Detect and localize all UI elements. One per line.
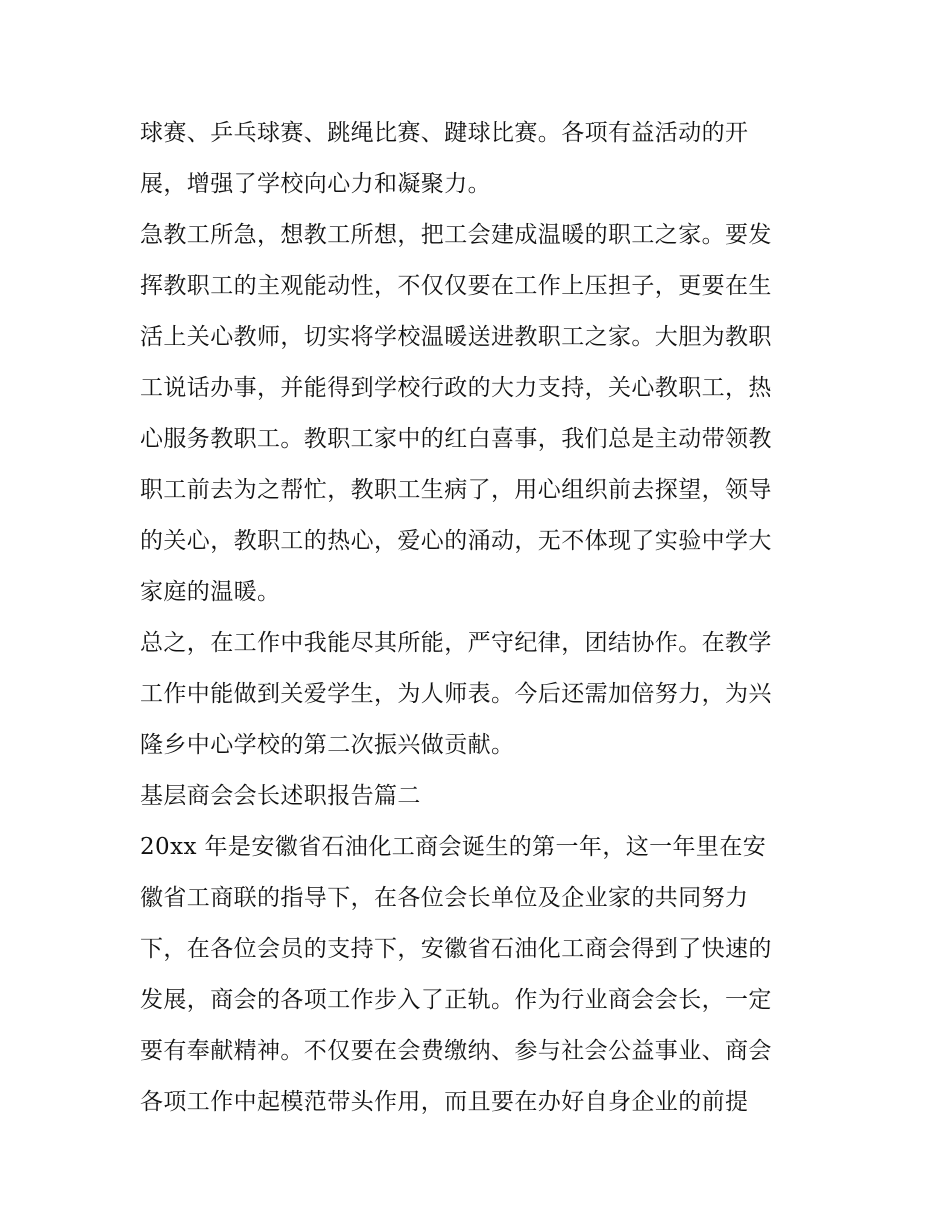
text-line: 展，增强了学校向心力和凝聚力。 — [140, 171, 491, 197]
text-line: 急教工所急，想教工所想，把工会建成温暖的职工之家。要发 — [140, 222, 772, 248]
text-line: 家庭的温暖。 — [140, 579, 281, 605]
text-line: 要有奉献精神。不仅要在会费缴纳、参与社会公益事业、商会 — [140, 1038, 772, 1064]
text-line: 总之，在工作中我能尽其所能，严守纪律，团结协作。在教学 — [140, 630, 772, 656]
text-line: 职工前去为之帮忙，教职工生病了，用心组织前去探望，领导 — [140, 477, 772, 503]
section-heading: 基层商会会长述职报告篇二 — [140, 783, 421, 809]
text-line: 的关心，教职工的热心，爱心的涌动，无不体现了实验中学大 — [140, 528, 772, 554]
text-line: 球赛、乒乓球赛、跳绳比赛、踺球比赛。各项有益活动的开 — [140, 120, 749, 146]
text-line: 徽省工商联的指导下，在各位会长单位及企业家的共同努力 — [140, 885, 749, 911]
text-line: 工作中能做到关爱学生，为人师表。今后还需加倍努力，为兴 — [140, 681, 772, 707]
text-line: 发展，商会的各项工作步入了正轨。作为行业商会会长，一定 — [140, 987, 772, 1013]
text-line: 挥教职工的主观能动性，不仅仅要在工作上压担子，更要在生 — [140, 273, 772, 299]
text-line: 心服务教职工。教职工家中的红白喜事，我们总是主动带领教 — [140, 426, 772, 452]
text-line: 下，在各位会员的支持下，安徽省石油化工商会得到了快速的 — [140, 936, 772, 962]
text-line: 各项工作中起模范带头作用，而且要在办好自身企业的前提 — [140, 1089, 749, 1115]
text-line: 隆乡中心学校的第二次振兴做贡献。 — [140, 732, 515, 758]
text-line: 活上关心教师，切实将学校温暖送进教职工之家。大胆为教职 — [140, 324, 772, 350]
text-line: 20xx 年是安徽省石油化工商会诞生的第一年，这一年里在安 — [140, 834, 767, 860]
document-body — [140, 108, 816, 1128]
text-line: 工说话办事，并能得到学校行政的大力支持，关心教职工，热 — [140, 375, 772, 401]
